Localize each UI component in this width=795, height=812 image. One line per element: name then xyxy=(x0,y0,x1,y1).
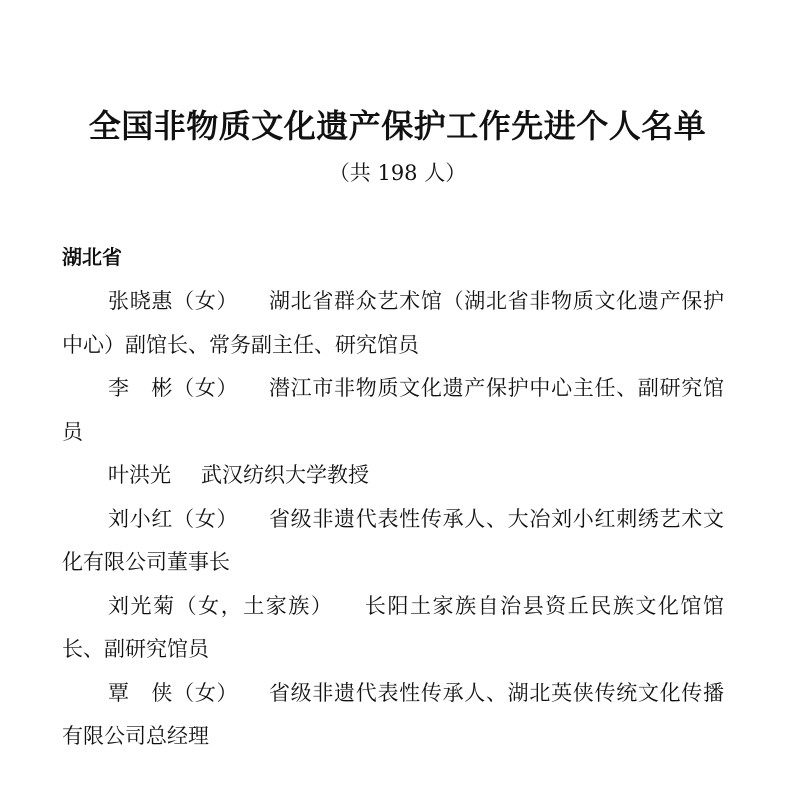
person-description: 省级非遗代表性传承人、大冶刘小红刺绣艺术文化有限公司董事长 xyxy=(62,506,725,574)
person-name: 张晓惠（女） xyxy=(108,289,239,313)
person-description: 长阳土家族自治县资丘民族文化馆馆长、副研究馆员 xyxy=(62,593,725,661)
list-item xyxy=(62,454,724,498)
entry-list xyxy=(62,280,724,759)
person-name: 刘光菊（女，土家族） xyxy=(108,593,334,618)
list-item xyxy=(62,498,724,585)
person-name: 覃 侠（女） xyxy=(108,680,239,705)
person-description: 武汉纺织大学教授 xyxy=(201,463,369,487)
document-title: 全国非物质文化遗产保护工作先进个人名单 xyxy=(88,107,707,145)
person-name: 叶洪光 xyxy=(108,463,171,487)
person-name: 李 彬（女） xyxy=(108,376,239,400)
person-name: 刘小红（女） xyxy=(108,506,239,531)
person-description: 省级非遗代表性传承人、湖北英侠传统文化传播有限公司总经理 xyxy=(62,680,725,748)
list-item xyxy=(62,367,724,454)
list-item xyxy=(62,672,724,759)
province-heading: 湖北省 xyxy=(62,245,122,269)
person-description: 湖北省群众艺术馆（湖北省非物质文化遗产保护中心）副馆长、常务副主任、研究馆员 xyxy=(62,289,725,357)
person-description: 潜江市非物质文化遗产保护中心主任、副研究馆员 xyxy=(62,376,725,444)
list-item xyxy=(62,585,724,672)
list-item xyxy=(62,280,724,367)
document-subtitle: （共 198 人） xyxy=(328,161,467,185)
